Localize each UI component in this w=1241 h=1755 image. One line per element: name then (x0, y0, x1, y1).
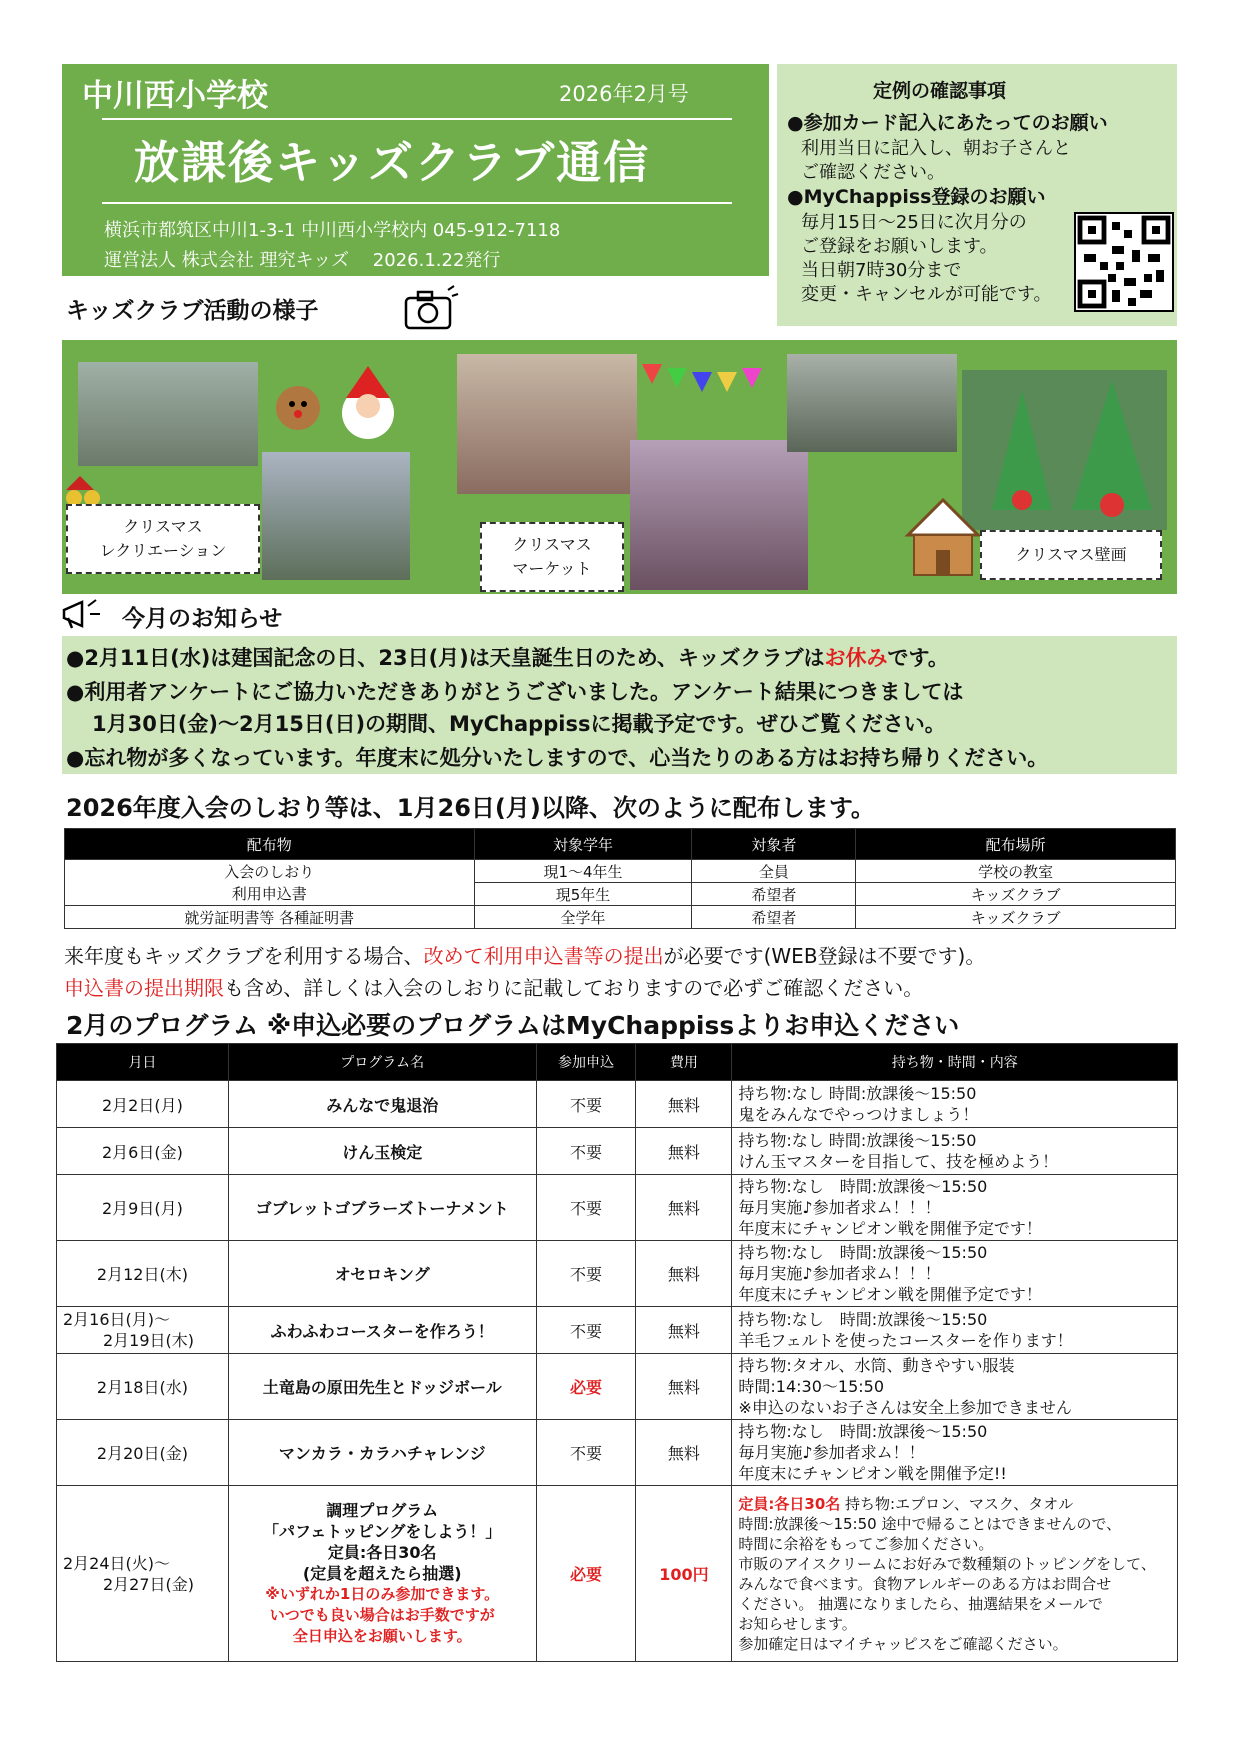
photo-recreation (78, 362, 268, 466)
page-title: 放課後キッズクラブ通信 (134, 136, 651, 189)
table-header: 持ち物・時間・内容 (732, 1044, 1178, 1081)
school-name: 中川西小学校 (82, 78, 268, 114)
notice-item2-title: ●MyChappiss登録のお願い (787, 186, 1046, 208)
program-row: 2月18日(水) 土竜島の原田先生とドッジボール 必要 無料 持ち物:タオル、水筒、動きやすい服装 時間:14:30～15:50 ※申込のないお子さんは安全上参加できません (57, 1354, 1178, 1420)
table-header: 月日 (57, 1044, 229, 1081)
table-header: 対象学年 (474, 829, 692, 860)
address: 横浜市都筑区中川1-3-1 中川西小学校内 045-912-7118 (104, 220, 561, 241)
publisher: 運営法人 株式会社 理究キッズ 2026.1.22発行 (104, 250, 501, 271)
program-row: 2月6日(金) けん玉検定 不要 無料 持ち物:なし 時間:放課後～15:50 けん玉マスターを目指して、技を極めよう！ (57, 1128, 1178, 1175)
notice-text: ご確認ください。 (801, 162, 945, 183)
notice-text: 当日朝7時30分まで (801, 260, 962, 281)
qr-code[interactable] (1074, 212, 1174, 312)
notice-text: 利用当日に記入し、朝お子さんと (801, 138, 1071, 159)
notice-heading: 定例の確認事項 (873, 80, 1007, 102)
program-row: 2月2日(月) みんなで鬼退治 不要 無料 持ち物:なし 時間:放課後～15:50 鬼をみんなでやっつけましょう！ (57, 1081, 1178, 1128)
table-header: 配布物 (65, 829, 475, 860)
photo-christmas-mural (962, 370, 1167, 530)
table-header: プログラム名 (228, 1044, 536, 1081)
table-header: 配布場所 (856, 829, 1176, 860)
program-table (56, 1043, 1178, 1662)
news-line: 1月30日(金)～2月15日(日)の期間、MyChappissに掲載予定です。ぜひご覧ください。 (92, 712, 946, 736)
notice-item1-title: ●参加カード記入にあたってのお願い (787, 112, 1108, 134)
program-row: 2月20日(金) マンカラ・カラハチャレンジ 不要 無料 持ち物:なし 時間:放課後～15:50 毎月実施♪参加者求ム！！ 年度末にチャンピオン戦を開催予定!! (57, 1420, 1178, 1486)
photo-mural-making (787, 354, 957, 452)
megaphone-icon (60, 596, 108, 636)
camera-icon (400, 284, 460, 338)
photo-market-booth (630, 440, 808, 590)
label-mural: クリスマス壁画 (980, 530, 1162, 580)
table-row: 就労証明書等 各種証明書 全学年 希望者 キッズクラブ (65, 906, 1176, 929)
distribution-table (64, 828, 1176, 929)
news-heading: 今月のお知らせ (122, 606, 283, 632)
activity-heading: キッズクラブ活動の様子 (66, 298, 319, 324)
program-row: 2月24日(火)～ 2月27日(金) 調理プログラム 「パフェトッピングをしよう！」 定員:各日30名 (定員を超えたら抽選) ※いずれか1日のみ参加できます。 いつでも良い場合はお手数ですが 全日申込をお願いします。 必要 100円 定員:各日30名 持ち物:エプロン、マスク、タオル 時間:放課後～15:50 途中で帰ることはできませんので、 時間に余裕をもってご参加ください。 市販のアイスクリームにお好みで数種類のトッピングをして、 みんなで食べます。食物アレルギーのある方はお問合せ ください。 抽選になりましたら、抽選結果をメールで お知らせします。 参加確定日はマイチャッピスをご確認ください。 (57, 1486, 1178, 1662)
program-row: 2月9日(月) ゴブレットゴブラーズトーナメント 不要 無料 持ち物:なし 時間:放課後～15:50 毎月実施♪参加者求ム！！！ 年度末にチャンピオン戦を開催予定です！ (57, 1175, 1178, 1241)
program-heading: 2月のプログラム ※申込必要のプログラムはMyChappissよりお申込ください (66, 1011, 960, 1040)
label-recreation: クリスマス レクリエーション (66, 504, 260, 574)
table-header: 費用 (636, 1044, 732, 1081)
label-market: クリスマス マーケット (480, 522, 624, 592)
notice-text: ご登録をお願いします。 (801, 236, 998, 257)
photo-present-costume (262, 452, 410, 580)
program-row: 2月12日(木) オセロキング 不要 無料 持ち物:なし 時間:放課後～15:50 毎月実施♪参加者求ム！！！ 年度末にチャンピオン戦を開催予定です！ (57, 1241, 1178, 1307)
news-box (62, 636, 1177, 774)
news-line: ●2月11日(水)は建国記念の日、23日(月)は天皇誕生日のため、キッズクラブはお休みです。 (66, 646, 949, 670)
bunting-decoration (637, 354, 787, 434)
news-line: ●忘れ物が多くなっています。年度末に処分いたしますので、心当たりのある方はお持ち帰りください。 (66, 746, 1049, 770)
enrollment-heading: 2026年度入会のしおり等は、1月26日(月)以降、次のように配布します。 (66, 794, 875, 822)
notice-text: 変更・キャンセルが可能です。 (801, 284, 1052, 305)
gingerbread-house-icon (898, 490, 988, 580)
enrollment-note: 申込書の提出期限も含め、詳しくは入会のしおりに記載しておりますので必ずご確認ください。 (64, 976, 924, 1000)
table-row: 利用申込書 現5年生 希望者 キッズクラブ (65, 883, 1176, 906)
notice-text: 毎月15日～25日に次月分の (801, 212, 1027, 233)
table-row: 入会のしおり 現1～4年生 全員 学校の教室 (65, 860, 1176, 883)
program-row: 2月16日(月)～ 2月19日(木) ふわふわコースターを作ろう！ 不要 無料 持ち物:なし 時間:放課後～15:50 羊毛フェルトを使ったコースターを作ります！ (57, 1307, 1178, 1354)
table-header: 対象者 (692, 829, 856, 860)
divider (102, 118, 732, 120)
enrollment-note: 来年度もキッズクラブを利用する場合、改めて利用申込書等の提出が必要です(WEB登録は不要です)。 (64, 944, 986, 968)
issue-date: 2026年2月号 (559, 82, 689, 106)
table-header: 参加申込 (536, 1044, 636, 1081)
photo-market (457, 354, 637, 494)
bell-icon (58, 468, 118, 508)
news-line: ●利用者アンケートにご協力いただきありがとうございました。アンケート結果につきましては (66, 680, 964, 704)
photo-strip (62, 340, 1177, 594)
divider (102, 202, 732, 204)
header-banner (62, 64, 769, 276)
